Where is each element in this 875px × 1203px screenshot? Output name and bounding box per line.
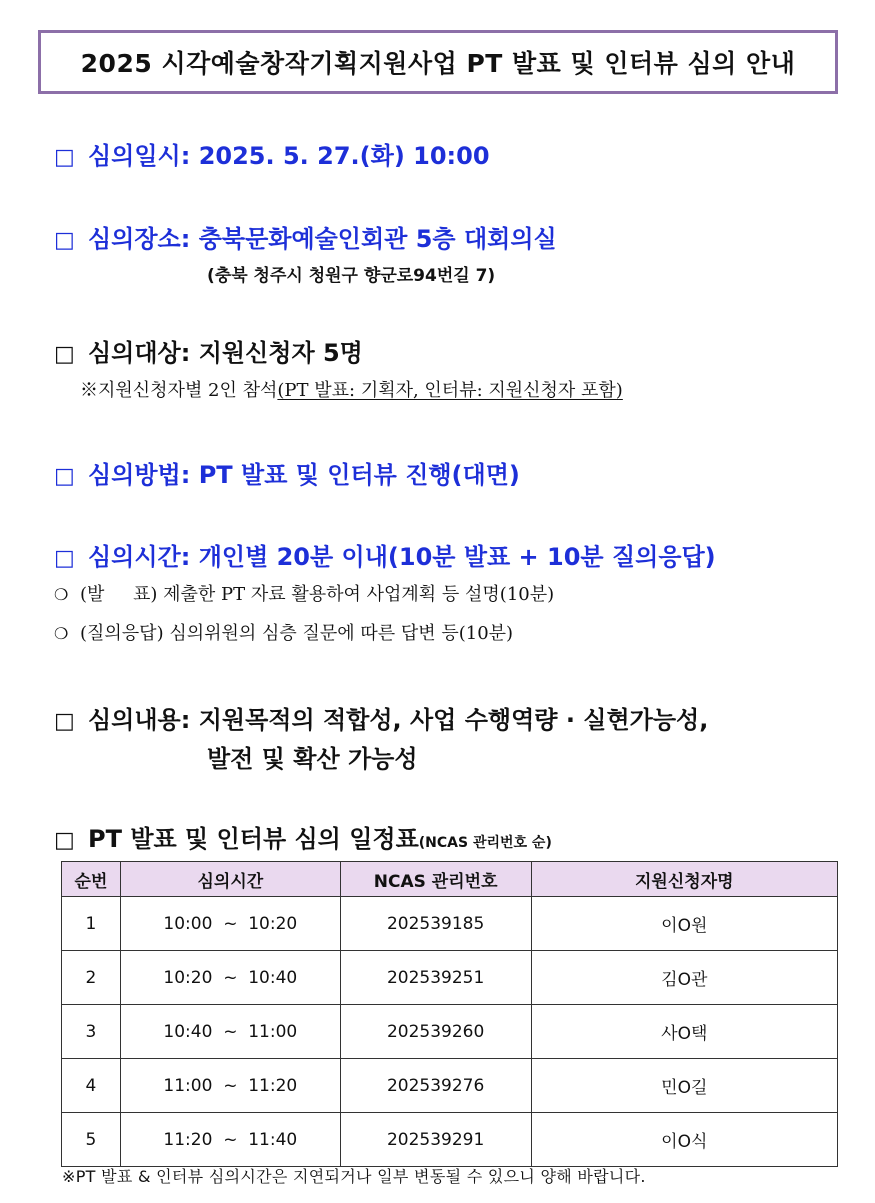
table-row (62, 951, 838, 1005)
target-value: 지원신청자 5명 (198, 339, 363, 367)
checkbox-icon: □ (54, 342, 75, 367)
method-label: 심의방법: (88, 461, 191, 489)
cell-order: 3 (62, 1005, 121, 1059)
page-title-text: 2025 시각예술창작기획지원사업 PT 발표 및 인터뷰 심의 안내 (80, 49, 796, 78)
method-value: PT 발표 및 인터뷰 진행(대면) (198, 461, 520, 489)
cell-time: 10:20 ~ 10:40 (120, 951, 340, 1005)
checkbox-icon: □ (54, 546, 75, 571)
circle-bullet-icon: ❍ (54, 624, 69, 643)
checkbox-icon: □ (54, 145, 75, 170)
cell-ncas: 202539185 (340, 897, 531, 951)
schedule-table (61, 861, 838, 1167)
content-line1: 지원목적의 적합성, 사업 수행역량 · 실현가능성, (198, 706, 709, 734)
circle-bullet-icon: ❍ (54, 585, 69, 604)
cell-time: 10:00 ~ 10:20 (120, 897, 340, 951)
cell-order: 1 (62, 897, 121, 951)
datetime-value: 2025. 5. 27.(화) 10:00 (198, 142, 490, 170)
target-label: 심의대상: (88, 339, 191, 367)
section-venue (54, 219, 557, 254)
datetime-label: 심의일시: (88, 142, 191, 170)
table-row (62, 1059, 838, 1113)
header-ncas: NCAS 관리번호 (340, 862, 531, 897)
section-method (54, 455, 520, 490)
cell-order: 2 (62, 951, 121, 1005)
cell-order: 5 (62, 1113, 121, 1167)
cell-applicant: 이O식 (531, 1113, 837, 1167)
target-note (80, 376, 623, 402)
target-note-underlined: (PT 발표: 기획자, 인터뷰: 지원신청자 포함) (277, 380, 623, 401)
section-content (54, 700, 708, 735)
venue-label: 심의장소: (88, 225, 191, 253)
section-datetime (54, 136, 490, 171)
header-applicant: 지원신청자명 (531, 862, 837, 897)
page-title (38, 30, 838, 94)
table-header-row (62, 862, 838, 897)
section-target (54, 333, 363, 368)
cell-order: 4 (62, 1059, 121, 1113)
time-value: 개인별 20분 이내(10분 발표 + 10분 질의응답) (198, 543, 716, 571)
cell-time: 11:00 ~ 11:20 (120, 1059, 340, 1113)
schedule-label: PT 발표 및 인터뷰 심의 일정표 (88, 825, 419, 853)
time-item-text: (질의응답) 심의위원의 심층 질문에 따른 답변 등(10분) (80, 623, 514, 644)
time-item-presentation (54, 580, 554, 606)
cell-applicant: 사O택 (531, 1005, 837, 1059)
table-row (62, 1113, 838, 1167)
checkbox-icon: □ (54, 709, 75, 734)
content-label: 심의내용: (88, 706, 191, 734)
header-time: 심의시간 (120, 862, 340, 897)
venue-value: 충북문화예술인회관 5층 대회의실 (198, 225, 557, 253)
content-line2: 발전 및 확산 가능성 (207, 745, 418, 773)
checkbox-icon: □ (54, 828, 75, 853)
cell-time: 11:20 ~ 11:40 (120, 1113, 340, 1167)
header-order: 순번 (62, 862, 121, 897)
venue-address: (충북 청주시 청원구 향군로94번길 7) (207, 266, 496, 286)
cell-applicant: 김O관 (531, 951, 837, 1005)
time-item-text: (발 표) 제출한 PT 자료 활용하여 사업계획 등 설명(10분) (80, 584, 555, 605)
table-row (62, 897, 838, 951)
cell-ncas: 202539251 (340, 951, 531, 1005)
checkbox-icon: □ (54, 464, 75, 489)
cell-ncas: 202539276 (340, 1059, 531, 1113)
time-item-qna (54, 619, 513, 645)
cell-applicant: 이O원 (531, 897, 837, 951)
footer-note: ※PT 발표 & 인터뷰 심의시간은 지연되거나 일부 변동될 수 있으니 양해 바랍니다. (62, 1167, 646, 1186)
table-row (62, 1005, 838, 1059)
cell-applicant: 민O길 (531, 1059, 837, 1113)
cell-ncas: 202539260 (340, 1005, 531, 1059)
time-label: 심의시간: (88, 543, 191, 571)
cell-time: 10:40 ~ 11:00 (120, 1005, 340, 1059)
schedule-suffix: (NCAS 관리번호 순) (418, 835, 552, 851)
target-note-prefix: ※지원신청자별 2인 참석 (80, 380, 278, 401)
section-time (54, 537, 716, 572)
cell-ncas: 202539291 (340, 1113, 531, 1167)
section-schedule (54, 819, 552, 854)
checkbox-icon: □ (54, 228, 75, 253)
